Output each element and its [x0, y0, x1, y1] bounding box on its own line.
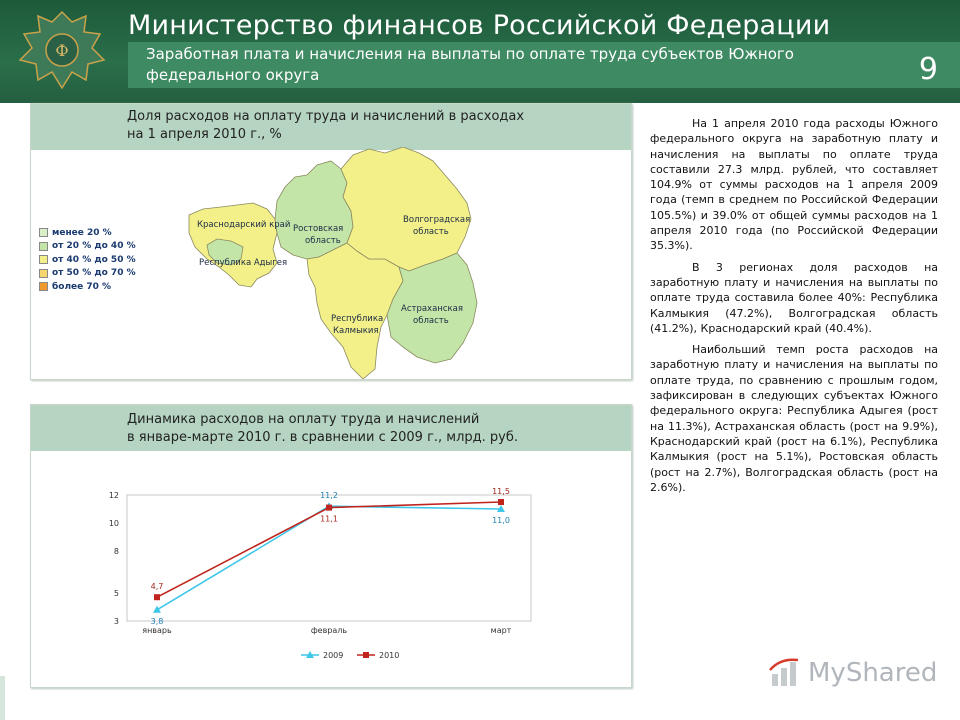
- paragraph-1: На 1 апреля 2010 года расходы Южного федерального округа на заработную плату и начисления на выплаты по оплате труда составили 27.3 млрд. рублей, что составляет 104.9% от суммы расходов на 1 апреля 2009 года (темп в среднем по Российской Федерации 105.5%) и 39.0% от общей суммы расходов на 1 апреля 2010 года (по Российской Федерации 35.3%).: [650, 117, 938, 253]
- map-title-line1: Доля расходов на оплату труда и начислений в расходах: [127, 109, 525, 124]
- y-tick-label: 12: [108, 491, 119, 500]
- label-rostov-2: область: [305, 236, 341, 246]
- legend-swatch: [39, 242, 48, 251]
- slide-title: Заработная плата и начисления на выплаты по оплате труда субъектов Южного федерального округа: [146, 45, 794, 84]
- brand-icon: [768, 656, 802, 690]
- region-volgograd: [341, 147, 471, 271]
- legend-item: [39, 280, 136, 294]
- data-point-2010: [154, 594, 160, 600]
- label-astrakhan-1: Астраханская: [401, 304, 463, 314]
- region-map: [181, 147, 481, 379]
- data-label-2010: 11,1: [320, 514, 338, 524]
- data-label-2009: 11,2: [320, 491, 338, 501]
- legend-item: [39, 253, 136, 267]
- data-label-2009: 11,0: [492, 516, 510, 525]
- data-label-2010: 11,5: [492, 487, 510, 496]
- brand-logo: [768, 656, 937, 690]
- brand-name: MyShared: [808, 658, 938, 688]
- header-bar: [0, 0, 960, 103]
- chart-panel-header: [31, 405, 631, 451]
- legend-label: менее 20 %: [52, 227, 112, 238]
- legend-swatch: [39, 228, 48, 237]
- legend-label: от 20 % до 40 %: [52, 241, 136, 252]
- label-volgograd-1: Волгоградская: [403, 215, 471, 225]
- chart-title-line2: в январе-марте 2010 г. в сравнении с 2009 г., млрд. руб.: [127, 430, 519, 445]
- map-legend: [39, 226, 136, 294]
- y-tick-label: 8: [113, 547, 119, 556]
- page-number: 9: [918, 52, 938, 87]
- legend-label-2010: 2010: [379, 651, 400, 660]
- svg-text:Ф: Ф: [55, 41, 69, 60]
- legend-item: [39, 267, 136, 281]
- legend-swatch: [39, 269, 48, 278]
- label-kalmykia-1: Республика: [331, 314, 384, 324]
- text-column: [650, 116, 938, 501]
- data-label-2010: 4,7: [150, 582, 164, 592]
- line-chart: [91, 485, 551, 670]
- map-title-line2: на 1 апреля 2010 г., %: [127, 127, 282, 142]
- chart-panel: [30, 404, 632, 688]
- chart-title-line1: Динамика расходов на оплату труда и начислений: [127, 412, 480, 427]
- legend-item: [39, 226, 136, 240]
- legend-label: более 70 %: [52, 281, 112, 292]
- legend-label: от 40 % до 50 %: [52, 254, 136, 265]
- data-point-2009: [153, 606, 161, 613]
- label-astrakhan-2: область: [413, 316, 449, 326]
- paragraph-2: В 3 регионах доля расходов на заработную плату и начисления на выплаты по оплате труда составила более 40%: Республика Калмыкия (47.2%), Волгоградская область (41.2%), Краснодарский край (40.4%).: [650, 260, 938, 335]
- data-label-2009: 3,8: [150, 616, 164, 626]
- y-tick-label: 5: [113, 589, 119, 598]
- legend-label: от 50 % до 70 %: [52, 268, 136, 279]
- legend-swatch: [39, 255, 48, 264]
- data-point-2010: [498, 499, 504, 505]
- legend-label-2009: 2009: [323, 651, 344, 660]
- legend-marker-2010: [363, 652, 369, 658]
- legend-item: [39, 240, 136, 254]
- edge-decoration: [0, 676, 5, 720]
- ministry-title: Министерство финансов Российской Федерации: [128, 10, 831, 41]
- x-tick-label: март: [490, 626, 512, 635]
- x-tick-label: январь: [142, 626, 172, 635]
- map-panel-header: [31, 104, 631, 150]
- paragraph-3: Наибольший темп роста расходов на заработную плату и начисления на выплаты по оплате труда, по сравнению с прошлым годом, зафиксирован в следующих субъектах Южного федерального округа: Республика Адыгея (рост на 11.3%), Астраханская область (рост на 9.9%), Краснодарский край (рост на 6.1%), Республика Калмыкия (рост на 5.1%), Ростовская область (рост на 2.7%), Волгоградская область (рост на 2.6%).: [650, 343, 938, 494]
- label-adygea: Республика Адыгея: [199, 258, 288, 268]
- ministry-emblem-icon: [14, 8, 110, 92]
- y-tick-label: 3: [113, 617, 119, 626]
- y-tick-label: 10: [108, 519, 119, 528]
- map-panel: [30, 103, 632, 380]
- x-tick-label: февраль: [310, 626, 348, 635]
- label-kalmykia-2: Калмыкия: [333, 326, 379, 336]
- legend-swatch: [39, 282, 48, 291]
- label-krasnodar: Краснодарский край: [197, 220, 291, 230]
- label-rostov-1: Ростовская: [293, 224, 344, 234]
- label-volgograd-2: область: [413, 227, 449, 237]
- data-point-2010: [326, 505, 332, 511]
